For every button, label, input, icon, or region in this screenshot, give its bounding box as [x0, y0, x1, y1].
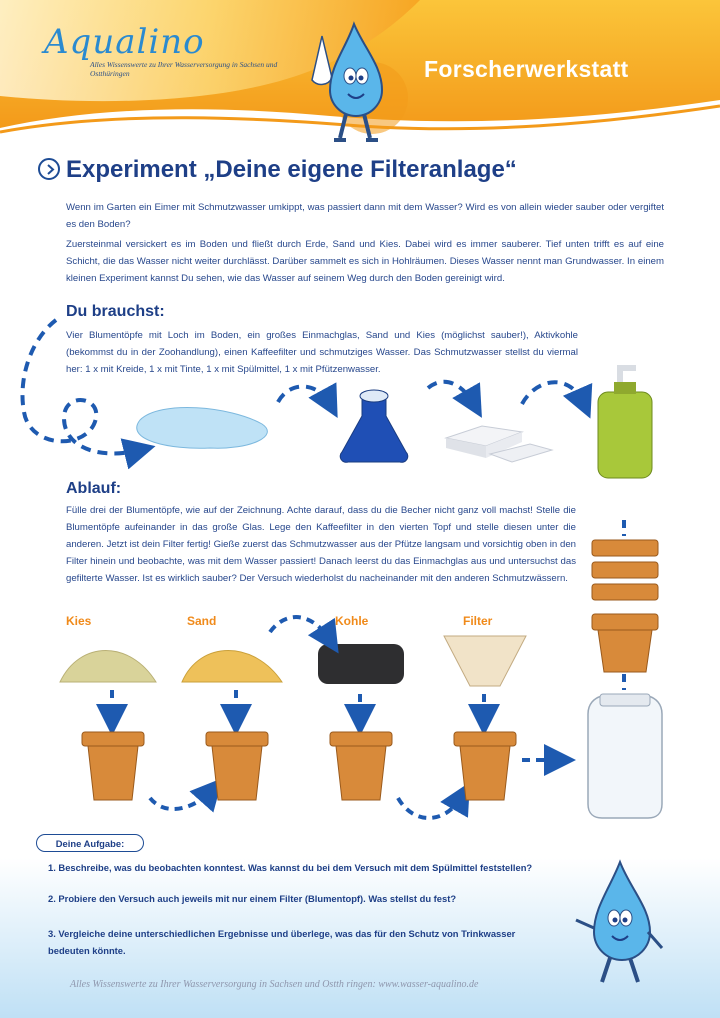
filter-stack-illustration: [572, 518, 682, 820]
task-item-1: 1. Beschreibe, was du beobachten konntest. Was kannst du bei dem Versuch mit dem Spülmittel feststellen?: [48, 862, 533, 873]
aqualino-logo: Aqualino: [44, 22, 205, 62]
materials-heading: Du brauchst:: [66, 303, 165, 320]
footer-text: Alles Wissenswerte zu Ihrer Wasserversorgung in Sachsen und Ostth ringen: www.wasser-aqualino.de: [70, 979, 479, 990]
label-filter: Filter: [463, 614, 493, 628]
section-title: Forscherwerkstatt: [424, 56, 629, 82]
task-item-3: 3. Vergleiche deine unterschiedlichen Ergebnisse und überlege, was das für den Schutz von Trinkwasser bedeuten könnte.: [48, 928, 516, 956]
procedure-text: Fülle drei der Blumentöpfe, wie auf der Zeichnung. Achte darauf, dass du die Becher nicht ganz voll machst! Stelle die Blumentöpfe aufeinander in das große Glas. Lege den Kaffeefilter in den vierten Topf und stelle diesen unter die anderen. Jetzt ist dein Filter fertig! Gieße zuerst das Schmutzwasser aus der Pfütze langsam und vorsichtig oben in den Filter hinein und beobachte, was mit dem Wasser passiert! Danach leerst du das Einmachglas aus und untersuchst das gefilterte Wasser. Ist es wirklich sauber? Der Versuch wiederholst du nacheinander mit den anderen Schmutzwässern.: [66, 505, 576, 584]
mascot-drop-icon: [570, 858, 670, 988]
chevron-right-icon: [38, 158, 60, 180]
page-title: Experiment „Deine eigene Filteranlage“: [66, 156, 517, 183]
materials-illustration: [0, 300, 720, 490]
intro-paragraph-2: Zuersteinmal versickert es im Boden und fließt durch Erde, Sand und Kies. Dabei wird es immer sauberer. Tief unten trifft es auf eine Schicht, die das Wasser nicht weiter durchlässt. Darüber sammelt es sich in Hohlräumen. Dieses Wasser nennt man Grundwasser. In einem kleinen Experiment kannst Du sehen, wie das Wasser auf seinem Weg durch den Boden gereinigt wird.: [66, 239, 664, 284]
task-item-2: 2. Probiere den Versuch auch jeweils mit nur einem Filter (Blumentopf). Was stellst du fest?: [48, 893, 457, 904]
label-kies: Kies: [66, 614, 92, 628]
label-kohle: Kohle: [335, 614, 369, 628]
materials-text: Vier Blumentöpfe mit Loch im Boden, ein großes Einmachglas, Sand und Kies (möglichst sauber!), Aktivkohle (bekommst du in der Zoohandlung), einen Kaffeefilter und schmutziges Wasser. Das Schmutzwasser stellst du viermal her: 1 x mit Kreide, 1 x mit Tinte, 1 x mit Spülmittel, 1 x mit Pfützenwasser.: [66, 330, 578, 375]
tasks-heading: Deine Aufgabe:: [36, 834, 144, 852]
layers-illustration: [0, 604, 580, 834]
procedure-heading: Ablauf:: [66, 480, 122, 497]
logo-tagline: Alles Wissenswerte zu Ihrer Wasserversorgung in Sachsen und Ostthüringen: [90, 60, 278, 78]
label-sand: Sand: [187, 614, 217, 628]
intro-paragraph-1: Wenn im Garten ein Eimer mit Schmutzwasser umkippt, was passiert dann mit dem Wasser? Wird es von allein wieder sauber oder vergiftet es den Boden?: [66, 202, 664, 230]
mascot-drop-icon: [304, 18, 414, 148]
